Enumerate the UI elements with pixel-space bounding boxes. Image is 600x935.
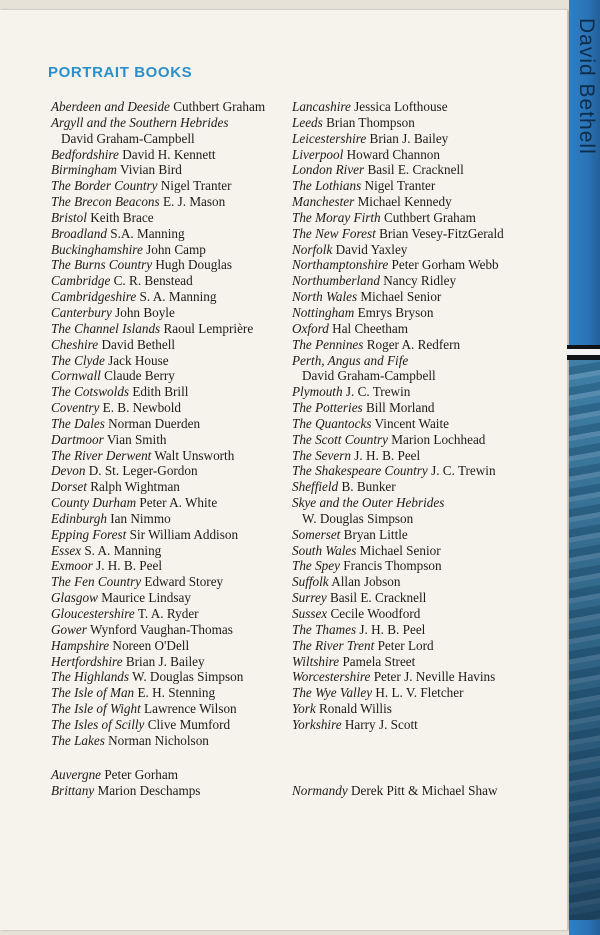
book-author: E. B. Newbold — [102, 400, 182, 416]
book-author: David Graham-Campbell — [302, 368, 436, 384]
book-author: Michael Kennedy — [357, 194, 452, 210]
book-entry — [292, 99, 504, 115]
book-place: Argyll and the Southern Hebrides — [51, 114, 229, 130]
book-author: S. A. Manning — [84, 542, 162, 558]
book-place: The Severn — [292, 447, 351, 463]
book-entry — [292, 115, 504, 131]
book-author: Clive Mumford — [147, 716, 231, 732]
book-author: B. Bunker — [341, 479, 396, 495]
book-place: Cambridge — [51, 273, 111, 289]
book-entry — [292, 257, 504, 273]
book-entry — [292, 669, 504, 685]
book-entry — [292, 289, 504, 305]
book-author: Michael Senior — [359, 542, 441, 558]
book-author: Peter J. Neville Havins — [373, 669, 496, 685]
book-entry — [51, 384, 265, 400]
book-author: Maurice Lindsay — [101, 590, 191, 606]
book-entry — [292, 210, 504, 226]
book-place: The Scott Country — [292, 431, 388, 447]
book-author: Brian Vesey-FitzGerald — [379, 225, 504, 241]
book-author: Raoul Lemprière — [163, 320, 254, 336]
book-author: Howard Channon — [346, 146, 440, 162]
book-entry — [292, 717, 504, 733]
book-place: North Wales — [292, 289, 358, 305]
book-entry — [292, 337, 504, 353]
book-author: Ian Nimmo — [110, 510, 171, 526]
book-place: Bedfordshire — [51, 146, 119, 162]
book-place: The Burns Country — [51, 257, 153, 273]
book-place: Somerset — [292, 526, 341, 542]
book-author: Peter Gorham — [104, 767, 178, 782]
book-place: Cornwall — [51, 368, 101, 384]
book-entry — [51, 783, 200, 799]
book-entry — [292, 384, 504, 400]
book-author: E. J. Mason — [162, 194, 226, 210]
book-place: Liverpool — [292, 146, 344, 162]
book-place: Normandy — [292, 783, 348, 798]
book-entry — [51, 337, 265, 353]
book-entry — [51, 210, 265, 226]
book-author: Harry J. Scott — [344, 716, 418, 732]
book-place: Essex — [51, 542, 82, 558]
book-author: J. C. Trewin — [431, 463, 496, 479]
book-place: Buckinghamshire — [51, 241, 143, 257]
book-entry — [292, 242, 504, 258]
book-author: J. H. B. Peel — [96, 558, 162, 574]
book-entry — [51, 463, 265, 479]
spine-photo — [569, 360, 600, 920]
book-entry — [292, 463, 504, 479]
title-list-left — [51, 99, 265, 749]
book-author: Bryan Little — [343, 526, 408, 542]
book-place: Wiltshire — [292, 653, 340, 669]
book-entry — [51, 527, 265, 543]
book-author: David Bethell — [101, 336, 176, 352]
series-heading: PORTRAIT BOOKS — [48, 64, 193, 81]
book-place: Perth, Angus and Fife — [292, 352, 409, 368]
book-author: Keith Brace — [90, 209, 154, 225]
book-place: Devon — [51, 463, 86, 479]
book-place: The Cotswolds — [51, 384, 130, 400]
book-place: The Isle of Wight — [51, 701, 141, 717]
book-place: The Wye Valley — [292, 685, 373, 701]
book-author: Peter Lord — [377, 637, 434, 653]
book-author: David Graham-Campbell — [61, 130, 195, 146]
book-entry — [51, 321, 265, 337]
book-author: Peter Gorham Webb — [391, 257, 499, 273]
book-place: Hampshire — [51, 637, 110, 653]
book-entry — [51, 416, 265, 432]
overseas-list-right — [292, 783, 497, 799]
book-entry — [51, 226, 265, 242]
book-place: The Quantocks — [292, 415, 372, 431]
book-place: The River Derwent — [51, 447, 152, 463]
book-entry — [51, 194, 265, 210]
book-entry — [51, 495, 265, 511]
book-place: Yorkshire — [292, 716, 342, 732]
book-entry — [292, 162, 504, 178]
book-place: Sheffield — [292, 479, 339, 495]
book-place: Northamptonshire — [292, 257, 389, 273]
book-author: John Boyle — [115, 304, 175, 320]
book-author: Vian Smith — [106, 431, 167, 447]
book-author: Marion Lochhead — [391, 431, 486, 447]
book-place: Coventry — [51, 400, 100, 416]
book-place: Auvergne — [51, 767, 102, 782]
book-entry — [51, 733, 265, 749]
book-entry — [51, 242, 265, 258]
book-entry — [292, 194, 504, 210]
book-place: Norfolk — [292, 241, 333, 257]
title-list-right — [292, 99, 504, 733]
book-entry — [51, 669, 265, 685]
book-entry — [292, 273, 504, 289]
book-author: Norman Duerden — [108, 415, 201, 431]
book-entry — [292, 783, 497, 799]
book-entry — [292, 479, 504, 495]
book-entry — [51, 574, 265, 590]
book-author: John Camp — [146, 241, 206, 257]
book-place: The Potteries — [292, 400, 363, 416]
book-author: Edward Storey — [144, 574, 224, 590]
book-entry — [51, 289, 265, 305]
book-place: The Dales — [51, 415, 105, 431]
book-entry — [51, 257, 265, 273]
book-entry — [292, 558, 504, 574]
book-place: Leeds — [292, 114, 323, 130]
book-place: The Lothians — [292, 178, 362, 194]
book-author: W. Douglas Simpson — [132, 669, 244, 685]
book-entry — [51, 701, 265, 717]
book-author: Basil E. Cracknell — [367, 162, 464, 178]
book-place: Manchester — [292, 194, 355, 210]
overseas-list-left — [51, 767, 200, 799]
book-author: Vivian Bird — [120, 162, 182, 178]
book-place: Skye and the Outer Hebrides — [292, 495, 445, 511]
book-entry — [292, 495, 504, 511]
book-place: Aberdeen and Deeside — [51, 99, 170, 114]
book-author: W. Douglas Simpson — [302, 510, 414, 526]
book-author: Edith Brill — [132, 384, 189, 400]
book-author: Jack House — [108, 352, 169, 368]
book-entry — [292, 654, 504, 670]
book-author: Ronald Willis — [319, 701, 392, 717]
book-place: Edinburgh — [51, 510, 107, 526]
book-author: Vincent Waite — [374, 415, 449, 431]
book-author: Wynford Vaughan-Thomas — [89, 621, 233, 637]
book-entry — [51, 479, 265, 495]
book-place: The Fen Country — [51, 574, 142, 590]
book-place: The Moray Firth — [292, 209, 381, 225]
book-place: The Thames — [292, 621, 357, 637]
book-place: South Wales — [292, 542, 357, 558]
book-entry — [292, 622, 504, 638]
book-place: Sussex — [292, 606, 328, 621]
book-author: Jessica Lofthouse — [354, 99, 448, 114]
book-author: Sir William Addison — [129, 526, 239, 542]
book-place: Plymouth — [292, 384, 343, 400]
book-author: Noreen O'Dell — [112, 637, 190, 653]
book-entry-continuation — [292, 368, 504, 384]
book-entry — [51, 654, 265, 670]
book-entry — [51, 511, 265, 527]
book-place: Epping Forest — [51, 526, 127, 542]
book-author: Ralph Wightman — [90, 479, 180, 495]
book-author: J. C. Trewin — [345, 384, 411, 400]
book-place: Surrey — [292, 590, 327, 606]
book-place: The Brecon Beacons — [51, 194, 160, 210]
book-place: The Isles of Scilly — [51, 716, 145, 732]
book-author: Nigel Tranter — [364, 178, 436, 194]
book-entry — [51, 305, 265, 321]
book-entry — [51, 543, 265, 559]
book-entry — [51, 448, 265, 464]
book-author: Cuthbert Graham — [173, 99, 266, 114]
book-entry — [51, 162, 265, 178]
book-entry — [51, 147, 265, 163]
book-place: The Pennines — [292, 336, 364, 352]
book-entry — [292, 606, 504, 622]
book-entry — [292, 543, 504, 559]
book-entry — [51, 606, 265, 622]
book-place: Suffolk — [292, 574, 329, 590]
book-entry — [51, 638, 265, 654]
book-entry — [292, 131, 504, 147]
book-entry — [51, 178, 265, 194]
book-author: S.A. Manning — [110, 225, 185, 241]
book-author: David Yaxley — [335, 241, 408, 257]
book-place: Exmoor — [51, 558, 93, 574]
book-entry — [51, 273, 265, 289]
book-author: S. A. Manning — [139, 289, 217, 305]
book-place: The Shakespeare Country — [292, 463, 428, 479]
book-place: Dartmoor — [51, 431, 104, 447]
book-place: Nottingham — [292, 304, 355, 320]
book-author: Hugh Douglas — [155, 257, 232, 273]
book-entry — [51, 353, 265, 369]
book-entry — [292, 353, 504, 369]
book-author: Walt Unsworth — [154, 447, 235, 463]
book-author: T. A. Ryder — [137, 606, 199, 621]
book-author: David H. Kennett — [122, 146, 216, 162]
book-entry — [292, 226, 504, 242]
book-place: Birmingham — [51, 162, 117, 178]
book-author: Brian J. Bailey — [125, 653, 205, 669]
book-entry — [51, 767, 200, 783]
book-place: The Channel Islands — [51, 320, 161, 336]
book-author: Basil E. Cracknell — [329, 590, 427, 606]
book-place: Cambridgeshire — [51, 289, 137, 305]
book-author: E. H. Stenning — [137, 685, 216, 701]
book-place: The Isle of Man — [51, 685, 135, 701]
book-entry — [51, 558, 265, 574]
spine-title: David Bethell — [575, 18, 598, 155]
book-entry — [51, 115, 265, 131]
book-author: Norman Nicholson — [108, 732, 209, 748]
book-entry-continuation — [51, 131, 265, 147]
book-place: The Highlands — [51, 669, 130, 685]
book-place: London River — [292, 162, 365, 178]
book-place: Leicestershire — [292, 130, 367, 146]
book-author: Marion Deschamps — [97, 782, 201, 798]
book-author: Lawrence Wilson — [144, 701, 237, 717]
book-author: J. H. B. Peel — [354, 447, 421, 463]
book-author: H. L. V. Fletcher — [375, 685, 464, 701]
book-place: Gower — [51, 621, 87, 637]
book-author: Michael Senior — [360, 289, 442, 305]
book-place: Cheshire — [51, 336, 99, 352]
book-place: Canterbury — [51, 304, 112, 320]
book-entry — [292, 574, 504, 590]
book-entry — [51, 622, 265, 638]
book-entry — [51, 590, 265, 606]
book-entry — [51, 432, 265, 448]
book-author: Pamela Street — [342, 653, 416, 669]
book-author: Claude Berry — [104, 368, 175, 384]
book-author: Emrys Bryson — [357, 304, 434, 320]
book-place: Hertfordshire — [51, 653, 123, 669]
book-author: J. H. B. Peel — [359, 621, 426, 637]
book-author: Cuthbert Graham — [383, 209, 476, 225]
book-author: Roger A. Redfern — [366, 336, 461, 352]
book-entry — [51, 685, 265, 701]
book-entry — [292, 416, 504, 432]
book-place: Bristol — [51, 209, 87, 225]
book-place: Oxford — [292, 320, 329, 336]
book-place: Lancashire — [292, 99, 351, 114]
book-entry — [51, 717, 265, 733]
book-author: Peter A. White — [139, 495, 218, 511]
book-author: C. R. Benstead — [113, 273, 193, 289]
book-author: Cecile Woodford — [330, 606, 421, 621]
book-entry — [292, 321, 504, 337]
book-place: The Border Country — [51, 178, 158, 194]
book-place: Northumberland — [292, 273, 380, 289]
book-entry — [292, 590, 504, 606]
book-place: County Durham — [51, 495, 137, 511]
book-entry — [292, 178, 504, 194]
book-author: Bill Morland — [366, 400, 435, 416]
book-author: Derek Pitt & Michael Shaw — [350, 783, 498, 798]
book-place: Glasgow — [51, 590, 98, 606]
book-entry — [292, 147, 504, 163]
book-author: Nigel Tranter — [160, 178, 232, 194]
book-place: The Spey — [292, 558, 340, 574]
book-place: York — [292, 701, 316, 717]
book-place: The Lakes — [51, 732, 105, 748]
book-entry-continuation — [292, 511, 504, 527]
book-author: Brian Thompson — [326, 114, 415, 130]
book-place: Worcestershire — [292, 669, 371, 685]
book-author: Brian J. Bailey — [369, 130, 449, 146]
book-place: Brittany — [51, 782, 95, 798]
book-entry — [51, 99, 265, 115]
book-place: Dorset — [51, 479, 87, 495]
book-place: The Clyde — [51, 352, 105, 368]
book-entry — [292, 448, 504, 464]
book-author: Francis Thompson — [343, 558, 442, 574]
book-entry — [292, 638, 504, 654]
book-entry — [51, 368, 265, 384]
book-place: The River Trent — [292, 637, 375, 653]
book-entry — [292, 432, 504, 448]
book-place: The New Forest — [292, 225, 376, 241]
book-entry — [292, 527, 504, 543]
book-place: Broadland — [51, 225, 107, 241]
book-entry — [292, 400, 504, 416]
book-entry — [51, 400, 265, 416]
book-entry — [292, 701, 504, 717]
book-entry — [292, 305, 504, 321]
book-place: Gloucestershire — [51, 606, 135, 621]
book-author: Hal Cheetham — [332, 320, 408, 336]
book-entry — [292, 685, 504, 701]
book-author: D. St. Leger-Gordon — [88, 463, 198, 479]
book-author: Nancy Ridley — [383, 273, 457, 289]
book-author: Allan Jobson — [331, 574, 401, 590]
